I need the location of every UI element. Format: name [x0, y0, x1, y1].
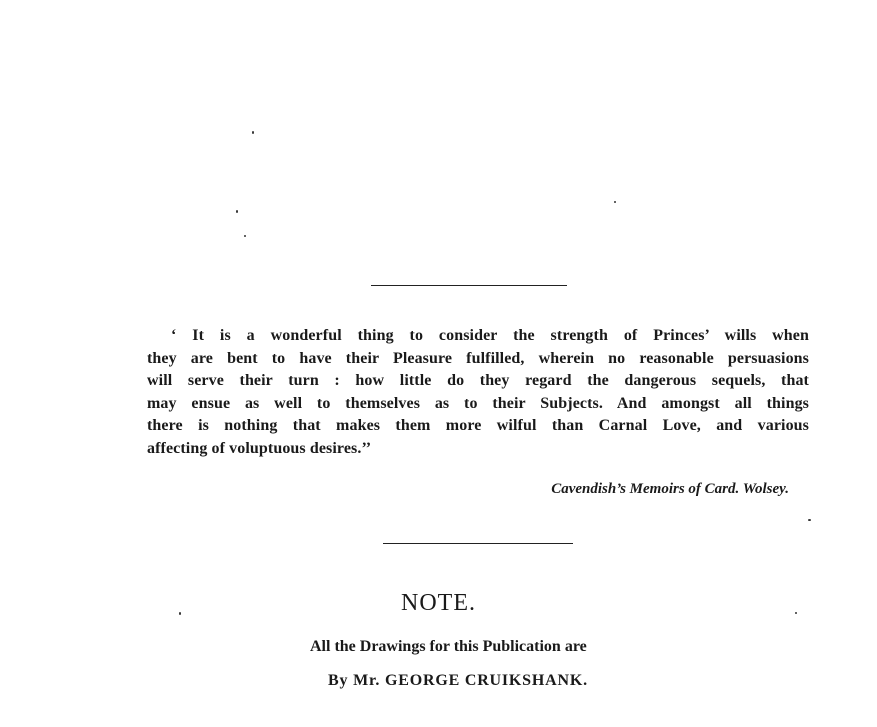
note-heading: NOTE. — [401, 590, 476, 616]
note-text-line: All the Drawings for this Publication are — [310, 638, 587, 655]
note-credit-line: By Mr. GEORGE CRUIKSHANK. — [328, 672, 588, 689]
scan-speck — [236, 210, 238, 213]
quote-line: there is nothing that makes them more wilful than Carnal Love, and various — [147, 417, 809, 434]
middle-divider-rule — [383, 543, 573, 544]
scan-speck — [808, 519, 811, 521]
scan-speck — [614, 201, 616, 203]
quote-attribution: Cavendish’s Memoirs of Card. Wolsey. — [551, 481, 789, 497]
scan-speck — [244, 235, 246, 237]
quote-line: ‘ It is a wonderful thing to consider the strength of Princes’ wills when — [171, 327, 809, 344]
epigraph-quote — [147, 325, 809, 460]
quote-line: affecting of voluptuous desires.’’ — [147, 439, 372, 457]
top-divider-rule — [371, 285, 567, 286]
quote-line: may ensue as well to themselves as to their Subjects. And amongst all things — [147, 394, 809, 412]
scan-speck — [252, 131, 254, 134]
quote-line: will serve their turn : how little do they regard the dangerous sequels, that — [147, 372, 809, 389]
quote-line: they are bent to have their Pleasure fulfilled, wherein no reasonable persuasions — [147, 349, 809, 367]
